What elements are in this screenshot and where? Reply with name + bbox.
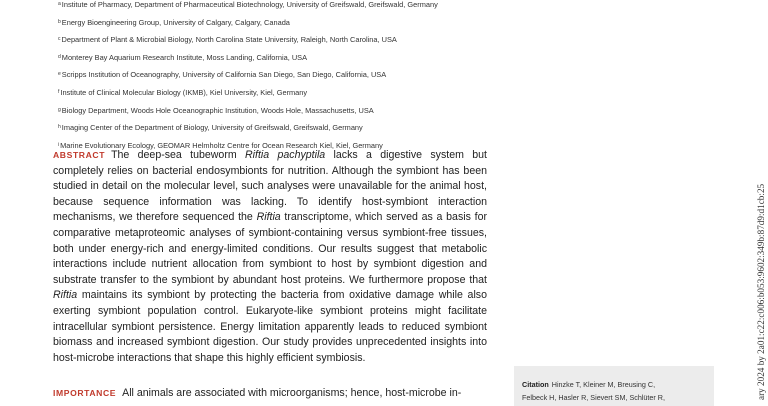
affiliation-mark: i xyxy=(58,141,60,148)
abstract-paragraph xyxy=(53,148,487,366)
citation-box xyxy=(514,366,714,406)
abstract-text-part: The deep-sea tubeworm xyxy=(111,149,246,161)
abstract-text-part: maintains its symbiont by protecting the bacteria from oxidative damage while also exerting symbiont population control. Eukaryote-like symbiont proteins might facilitate intracellular symbiont persistence. Energy limitation apparently leads to reduced symbiont biomass and increased symbiont digestion. Our study provides unprecedented insights into host-microbe interactions that shape this highly efficient symbiosis. xyxy=(53,289,487,364)
affiliation-mark: a xyxy=(58,1,61,7)
importance-paragraph xyxy=(53,386,487,402)
affiliation-text: Scripps Institution of Oceanography, University of California San Diego, San Diego, California, USA xyxy=(61,70,387,80)
affiliation-mark: c xyxy=(58,36,61,43)
affiliation-text: Biology Department, Woods Hole Oceanographic Institution, Woods Hole, Massachusetts, USA xyxy=(61,105,374,115)
importance-label: IMPORTANCE xyxy=(53,388,117,398)
citation-line: Hinzke T, Kleiner M, Breusing C, xyxy=(551,380,656,389)
affiliation-mark: g xyxy=(58,106,61,113)
download-side-note: ary 2024 by 2a01:c22:c006:b053:9602:349b:87d9:d1cb:25 xyxy=(756,183,766,400)
affiliation-mark: h xyxy=(58,124,61,131)
affiliation xyxy=(58,31,518,49)
affiliation xyxy=(58,102,518,120)
affiliation-text: Institute of Clinical Molecular Biology (IKMB), Kiel University, Kiel, Germany xyxy=(60,87,308,97)
affiliation-text: Imaging Center of the Department of Biology, University of Greifswald, Greifswald, Germany xyxy=(61,123,363,133)
affiliation-mark: d xyxy=(58,53,61,60)
affiliation-text: Department of Plant & Microbial Biology, North Carolina State University, Raleigh, North Carolina, USA xyxy=(61,35,397,45)
citation-text xyxy=(522,379,710,404)
abstract-text-part: transcriptome, which served as a basis for comparative metaproteomic analyses of symbiont-containing versus symbiont-free tissues, both under energy-rich and energy-limited conditions. Our results suggest that metabolic interactions include nutrient allocation from symbiont to host by symbiont digestion and substrate transfer to the symbiont by abundant host proteins. We furthermore propose that xyxy=(53,211,487,286)
affiliation xyxy=(58,0,518,14)
affiliation-mark: b xyxy=(58,18,61,25)
genus-name: Riftia xyxy=(53,289,78,302)
affiliation xyxy=(58,66,518,84)
affiliation xyxy=(58,14,518,32)
affiliation-text: Monterey Bay Aquarium Research Institute, Moss Landing, California, USA xyxy=(61,52,308,62)
affiliation-text: Energy Bioengineering Group, University of Calgary, Calgary, Canada xyxy=(61,17,290,27)
genus-name: Riftia xyxy=(256,211,281,224)
importance-text: All animals are associated with microorganisms; hence, host-microbe in- xyxy=(122,387,462,399)
affiliations-list xyxy=(58,0,518,154)
affiliation-mark: e xyxy=(58,71,61,78)
affiliation-text: Marine Evolutionary Ecology, GEOMAR Helmholtz Centre for Ocean Research Kiel, Kiel, Germany xyxy=(60,140,383,150)
affiliation xyxy=(58,119,518,137)
citation-label: Citation xyxy=(522,380,549,389)
abstract-label: ABSTRACT xyxy=(53,150,106,160)
affiliation-text: Institute of Pharmacy, Department of Pharmaceutical Biotechnology, University of Greifswald, Greifswald, Germany xyxy=(61,0,438,9)
species-name: Riftia pachyptila xyxy=(245,149,326,161)
citation-line: Felbeck H, Hasler R, Sievert SM, Schlüter R, xyxy=(522,392,665,402)
affiliation xyxy=(58,49,518,67)
affiliation xyxy=(58,84,518,102)
abstract-text-part: lacks a digestive system but completely relies on bacterial endosymbionts for nutrition. Although the symbiont has been studied in detail on the molecular level, such analyses were unavailable for the animal host, because sequence information was lacking. To identify host-symbiont interaction mechanisms, we therefore sequenced the xyxy=(53,149,487,224)
affiliation-mark: f xyxy=(58,88,60,95)
